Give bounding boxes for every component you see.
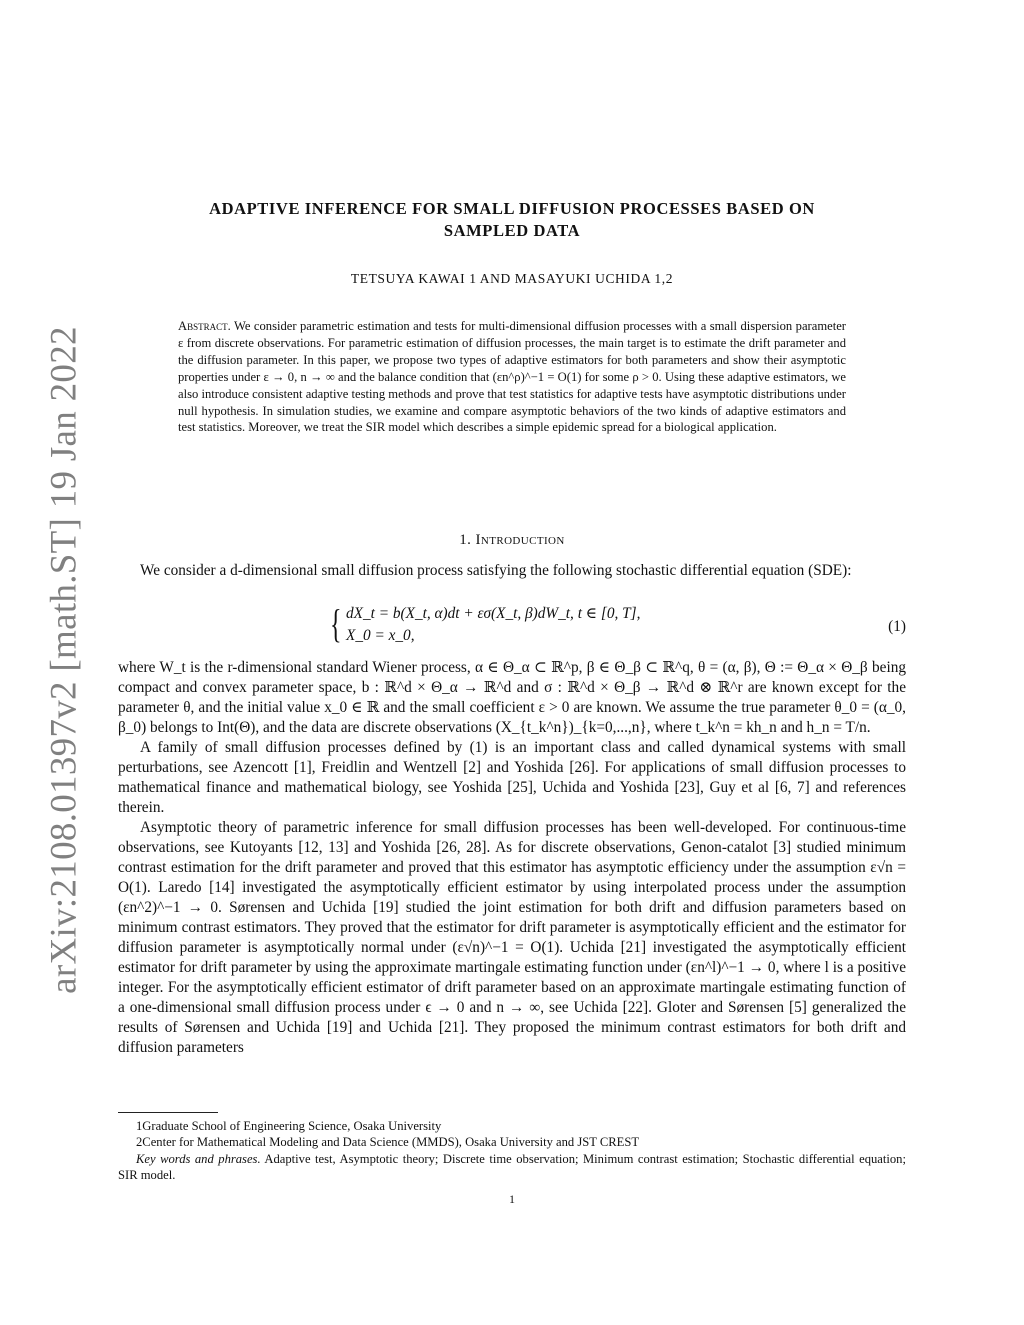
title-line-2: SAMPLED DATA [443, 221, 581, 240]
intro-paragraph-1-block [118, 561, 906, 581]
footnote-divider [118, 1112, 218, 1113]
equation-number: (1) [888, 618, 906, 635]
page-number: 1 [509, 1192, 515, 1206]
footnote-2: 2Center for Mathematical Modeling and Data Science (MMDS), Osaka University and JST CREST [136, 1135, 640, 1150]
intro-paragraph-3: A family of small diffusion processes defined by (1) is an important class and called dynamical systems with small perturbations, see Azencott [1], Freidlin and Wentzell [2] and Yoshida [26]. For applications of small diffusion processes to mathematical finance and mathematical biology, see Yoshida [25], Uchida and Yoshida [23], Guy et al [6, 7] and references therein. [118, 739, 906, 816]
arxiv-identifier-stamp: arXiv:2108.01397v2 [math.ST] 19 Jan 2022 [43, 326, 85, 994]
abstract-label: Abstract. [178, 319, 231, 333]
section-heading-introduction: 1. Introduction [459, 532, 565, 548]
equation-1 [118, 601, 906, 650]
footnote-1: 1Graduate School of Engineering Science, Osaka University [136, 1119, 442, 1133]
equation-line-2: X_0 = x_0, [346, 627, 415, 644]
keywords-label: Key words and phrases. [136, 1151, 261, 1166]
footnotes [118, 1118, 906, 1184]
abstract-text: We consider parametric estimation and tests for multi-dimensional diffusion processes with a small dispersion parameter ε from discrete observations. For parametric estimation of diffusion processes, the main target is to estimate the drift parameter and the diffusion parameter. In this paper, we propose two types of adaptive estimators for both parameters and show their asymptotic properties under ε → 0, n → ∞ and the balance condition that (εn^ρ)^−1 = O(1) for some ρ > 0. Using these adaptive estimators, we also introduce consistent adaptive testing methods and prove that test statistics for adaptive tests have asymptotic distributions under null hypothesis. In simulation studies, we examine and compare asymptotic behaviors of the two kinds of adaptive estimators and test statistics. Moreover, we treat the SIR model which describes a simple epidemic spread for a biological application. [178, 319, 847, 435]
author-list: TETSUYA KAWAI 1 AND MASAYUKI UCHIDA 1,2 [350, 271, 674, 286]
equation-line-1: dX_t = b(X_t, α)dt + εσ(X_t, β)dW_t, t ∈ [0, T], [346, 605, 641, 622]
intro-body [118, 658, 906, 1058]
keywords [118, 1151, 906, 1184]
paper-title [118, 198, 906, 242]
title-line-1: ADAPTIVE INFERENCE FOR SMALL DIFFUSION PROCESSES BASED ON [209, 199, 815, 218]
keywords-text: Adaptive test, Asymptotic theory; Discrete time observation; Minimum contrast estimation; Stochastic differential equation; SIR model. [118, 1151, 906, 1183]
intro-paragraph-1: We consider a d-dimensional small diffusion process satisfying the following stochastic differential equation (SDE): [140, 562, 852, 579]
abstract [178, 318, 846, 436]
intro-paragraph-4: Asymptotic theory of parametric inference for small diffusion processes has been well-developed. For continuous-time observations, see Kutoyants [12, 13] and Yoshida [26, 28]. As for discrete observations, Genon-catalot [3] studied minimum contrast estimation for the drift parameter and proved that this estimator has asymptotic efficiency under the assumption ε√n = O(1). Laredo [14] investigated the asymptotically efficient estimator by using interpolated process under the assumption (εn^2)^−1 → 0. Sørensen and Uchida [19] studied the joint estimation for both drift and diffusion parameters based on minimum contrast estimators. They proved that the estimator for drift parameter is asymptotically efficient and the estimator for diffusion parameter is asymptotically normal under (ε√n)^−1 = O(1). Uchida [21] investigated the asymptotically efficient estimator for drift parameter by using the approximate martingale estimating function under (εn^l)^−1 → 0, where l is a positive integer. For the asymptotically efficient estimator of drift parameter based on an approximate martingale estimating function of a one-dimensional small diffusion process under ϵ → 0 and n → ∞, see Uchida [22]. Gloter and Sørensen [5] generalized the results of Sørensen and Uchida [19] and Uchida [21]. They proposed the minimum contrast estimators for both drift and diffusion parameters [118, 819, 906, 1056]
intro-paragraph-2: where W_t is the r-dimensional standard Wiener process, α ∈ Θ_α ⊂ ℝ^p, β ∈ Θ_β ⊂ ℝ^q, θ = (α, β), Θ := Θ_α × Θ_β being compact and convex parameter space, b : ℝ^d × Θ_α → ℝ^d and σ : ℝ^d × Θ_β → ℝ^d ⊗ ℝ^r are known except for the parameter θ, and the initial value x_0 ∈ ℝ and the small coefficient ε > 0 are known. We assume the true parameter θ_0 = (α_0, β_0) belongs to Int(Θ), and the data are discrete observations (X_{t_k^n})_{k=0,...,n}, where t_k^n = kh_n and h_n = T/n. [118, 659, 906, 736]
equation-brace: { [330, 601, 342, 646]
